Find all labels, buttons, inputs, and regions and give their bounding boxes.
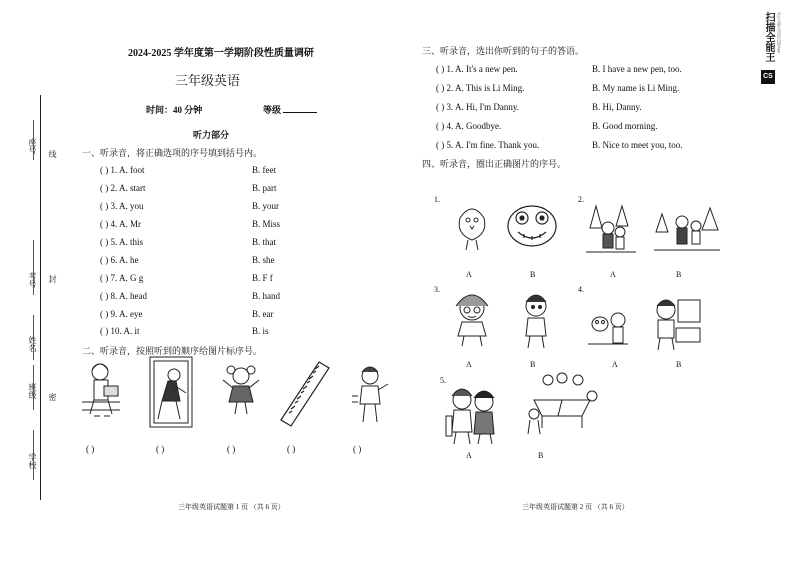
kids-greeting-picture [654, 204, 720, 256]
school-blank [33, 430, 34, 480]
grade-label: 等级 [263, 105, 282, 115]
scanner-watermark [760, 8, 784, 86]
q4-option-a[interactable]: A [466, 270, 472, 279]
boy-thinking-picture [516, 290, 556, 352]
name-label: 姓名 [28, 336, 37, 352]
q1-item-left: ( ) 5. A. this [100, 237, 144, 247]
q4-number: 5. [440, 376, 446, 385]
class-label: 班级 [28, 383, 37, 399]
seat-blank [33, 120, 34, 160]
q1-item-left: ( ) 3. A. you [100, 201, 144, 211]
q1-title: 一、听录音，将正确选项的序号填到括号内。 [82, 148, 263, 158]
q3-item-right: B. Nice to meet you, too. [592, 140, 683, 150]
q4-option-a[interactable]: A [466, 360, 472, 369]
q1-item-left: ( ) 4. A. Mr [100, 219, 141, 229]
q2-bracket[interactable]: ( ) [227, 444, 236, 454]
exam-no-label: 考号 [28, 272, 37, 288]
q4-option-a[interactable]: A [610, 270, 616, 279]
seal-word-seal: 封 [48, 275, 57, 283]
q4-option-b[interactable]: B [676, 360, 682, 369]
q4-option-b[interactable]: B [530, 270, 536, 279]
school-label: 学校 [28, 453, 37, 469]
seal-word-secret: 密 [48, 393, 57, 401]
q3-item-left: ( ) 4. A. Goodbye. [436, 121, 502, 131]
q4-option-a[interactable]: A [612, 360, 618, 369]
q4-option-b[interactable]: B [538, 451, 544, 460]
grade-field [263, 103, 317, 116]
binding-line [40, 95, 41, 500]
q2-title: 二、听录音，按照听到的顺序给图片标序号。 [82, 346, 263, 356]
q1-item-right: B. feet [252, 165, 276, 175]
page1-footer: 三年级英语试题第 1 页 （共 6 页） [178, 503, 285, 511]
q4-option-a[interactable]: A [466, 451, 472, 460]
q1-item-right: B. she [252, 255, 275, 265]
monster-face-picture [504, 200, 560, 252]
q1-item-left: ( ) 1. A. foot [100, 165, 145, 175]
q2-bracket[interactable]: ( ) [353, 444, 362, 454]
q3-item-left: ( ) 5. A. I'm fine. Thank you. [436, 140, 540, 150]
q4-option-b[interactable]: B [676, 270, 682, 279]
seat-label: 座号 [28, 138, 37, 154]
q3-item-left: ( ) 2. A. This is Li Ming. [436, 83, 525, 93]
q3-item-right: B. My name is Li Ming. [592, 83, 680, 93]
q4-number: 2. [578, 195, 584, 204]
q4-number: 4. [578, 285, 584, 294]
q1-item-left: ( ) 2. A. start [100, 183, 146, 193]
q1-item-left: ( ) 9. A. eye [100, 309, 143, 319]
q1-item-right: B. part [252, 183, 277, 193]
bird-toy-picture [452, 198, 492, 254]
q1-item-right: B. your [252, 201, 279, 211]
time-label: 时间：40 分钟 [146, 105, 203, 115]
ruler-picture [277, 358, 333, 430]
page2-footer: 三年级英语试题第 2 页 （共 6 页） [522, 503, 629, 511]
q3-title: 三、听录音，选出你听到的句子的答语。 [422, 46, 585, 56]
grade-blank [283, 112, 317, 113]
boy-pointing-picture [348, 362, 392, 428]
exam-title: 2024-2025 学年度第一学期阶段性质量调研 [128, 48, 314, 59]
q4-number: 3. [434, 285, 440, 294]
exam-no-blank [33, 240, 34, 295]
q1-item-right: B. ear [252, 309, 274, 319]
man-at-door-picture [148, 355, 194, 429]
q1-item-left: ( ) 6. A. he [100, 255, 139, 265]
class-blank [33, 365, 34, 410]
q4-number: 1. [434, 195, 440, 204]
q3-item-right: B. Good morning. [592, 121, 658, 131]
scanner-name: 扫描全能王 [763, 12, 774, 62]
q1-item-right: B. F f [252, 273, 273, 283]
name-blank [33, 315, 34, 360]
q1-item-left: ( ) 8. A. head [100, 291, 147, 301]
scanner-logo: CS [761, 70, 775, 84]
girl-at-board-picture [80, 358, 122, 428]
two-girls-picture [444, 382, 504, 448]
q2-bracket[interactable]: ( ) [86, 444, 95, 454]
girl-with-glasses-picture [446, 288, 498, 350]
scanner-tagline: 3亿人都在用的扫描App [777, 12, 782, 54]
q1-item-right: B. Miss [252, 219, 281, 229]
q1-item-left: ( ) 7. A. G g [100, 273, 144, 283]
q1-item-right: B. that [252, 237, 276, 247]
q4-option-b[interactable]: B [530, 360, 536, 369]
section-title: 听力部分 [193, 130, 230, 140]
seal-word-line: 线 [48, 150, 57, 158]
q3-item-left: ( ) 1. A. It's a new pen. [436, 64, 518, 74]
ping-pong-picture [526, 370, 598, 440]
q2-bracket[interactable]: ( ) [287, 444, 296, 454]
q1-item-right: B. hand [252, 291, 280, 301]
q2-bracket[interactable]: ( ) [156, 444, 165, 454]
toy-and-girl-picture [588, 306, 628, 352]
q3-item-right: B. Hi, Danny. [592, 102, 642, 112]
q4-title: 四、听录音，圈出正确图片的序号。 [422, 159, 567, 169]
q1-item-left: ( ) 10. A. it [100, 326, 140, 336]
q1-item-right: B. is [252, 326, 269, 336]
boy-at-desk-picture [650, 294, 702, 354]
q3-item-left: ( ) 3. A. Hi, I'm Danny. [436, 102, 520, 112]
kids-in-park-picture [586, 198, 636, 256]
subject-title: 三年级英语 [175, 73, 241, 88]
girl-waving-picture [219, 362, 263, 418]
q3-item-right: B. I have a new pen, too. [592, 64, 682, 74]
